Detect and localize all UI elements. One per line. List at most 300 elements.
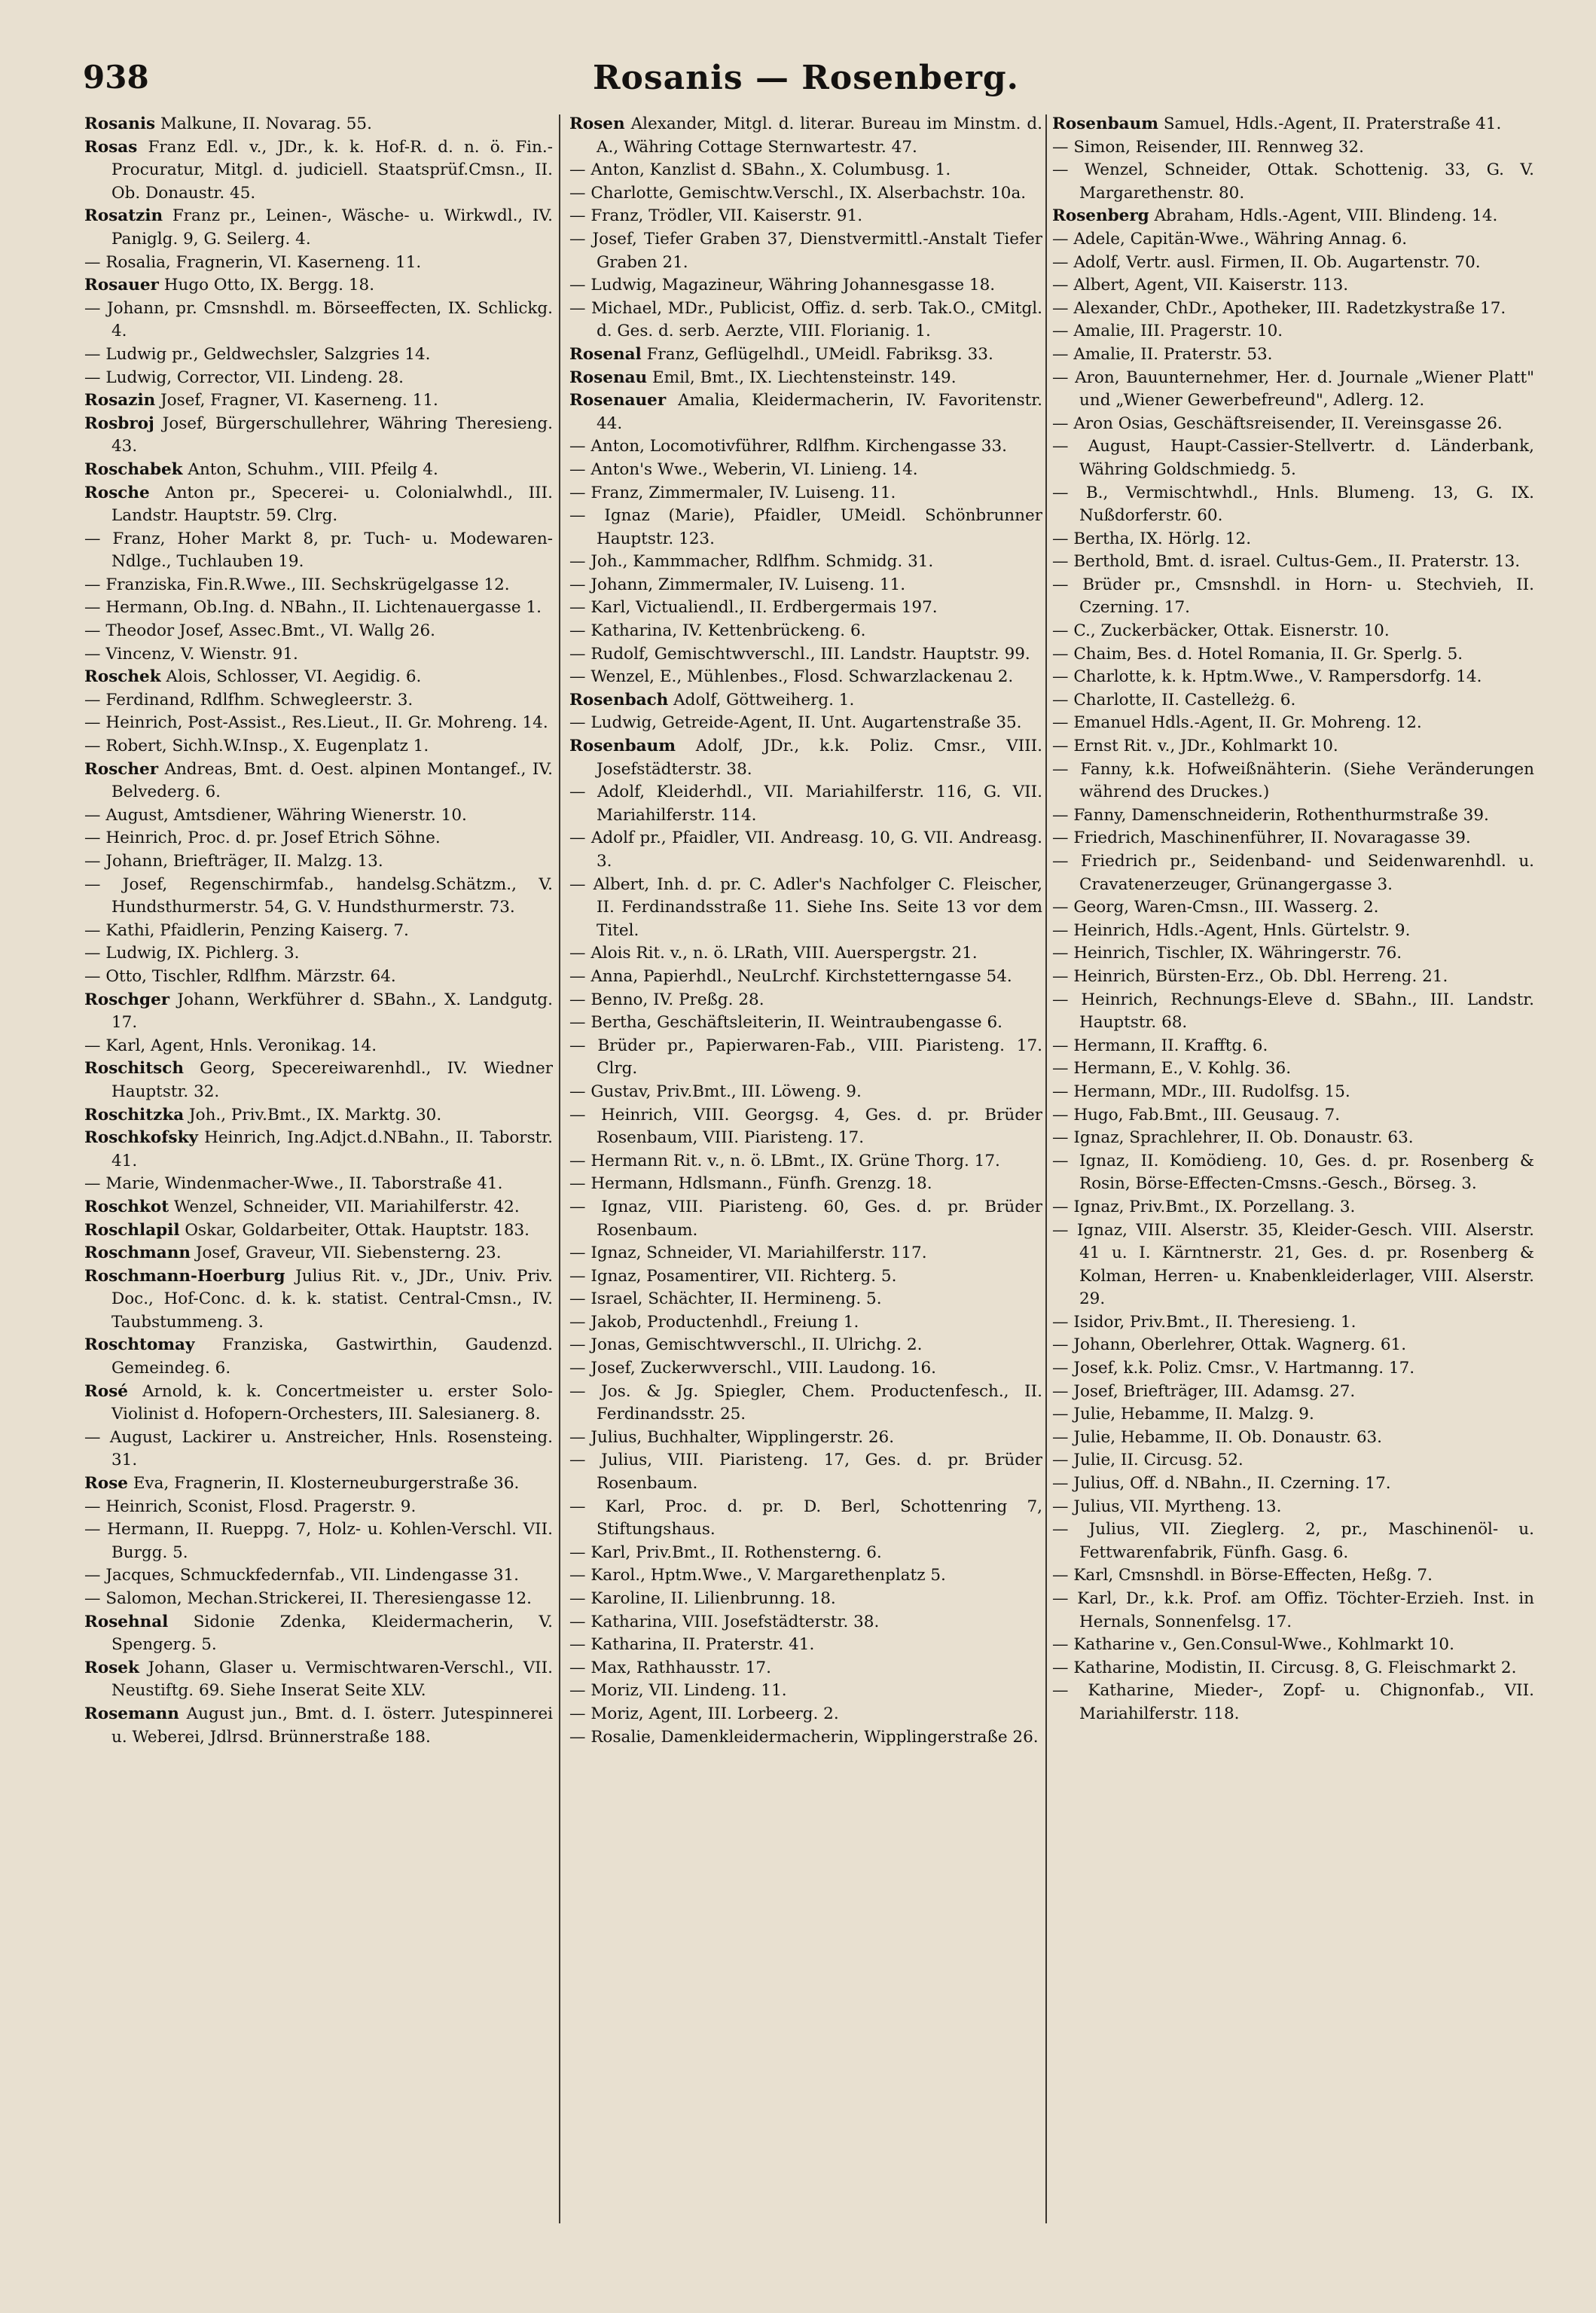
directory-entry: [569, 1680, 1042, 1703]
entry-text: — Julie, II. Circusg. 52.: [1052, 1451, 1244, 1470]
entry-text: — Wenzel, E., Mühlenbes., Flosd. Schwarzlackenau 2.: [569, 667, 1014, 687]
entry-text: — Hermann, II. Rueppg. 7, Holz- u. Kohlen-Verschl. VII. Burgg. 5.: [84, 1520, 553, 1562]
entry-text: — Gustav, Priv.Bmt., III. Löweng. 9.: [569, 1082, 862, 1101]
column-divider: [559, 114, 560, 2223]
entry-text: Georg, Specereiwarenhdl., IV. Wiedner Hauptstr. 32.: [111, 1059, 553, 1101]
directory-entry: [1052, 735, 1534, 758]
directory-entry: [1052, 758, 1534, 804]
entry-surname: Rosazin: [84, 391, 156, 410]
entry-text: — August, Amtsdiener, Währing Wienerstr. 10.: [84, 805, 467, 825]
directory-entry: [84, 413, 553, 459]
directory-entry: [569, 643, 1042, 667]
entry-text: — August, Haupt-Cassier-Stellvertr. d. Länderbank, Währing Goldschmiedg. 5.: [1052, 437, 1534, 479]
directory-entry: [1052, 482, 1534, 528]
directory-entry: [1052, 435, 1534, 481]
directory-entry: [84, 989, 553, 1035]
entry-text: — Moriz, VII. Lindeng. 11.: [569, 1681, 787, 1701]
entry-text: — Fanny, k.k. Hofweißnähterin. (Siehe Veränderungen während des Druckes.): [1052, 759, 1534, 802]
directory-entry: [569, 274, 1042, 298]
directory-entry: [569, 459, 1042, 482]
directory-entry: [84, 804, 553, 828]
entry-text: — Anton, Locomotivführer, Rdlfhm. Kirchengasse 33.: [569, 437, 1008, 456]
entry-text: — Joh., Kammmacher, Rdlfhm. Schmidg. 31.: [569, 552, 934, 572]
directory-entry: [1052, 252, 1534, 275]
entry-surname: Rosenberg: [1052, 206, 1149, 226]
entry-surname: Rosé: [84, 1381, 128, 1401]
directory-entry: [1052, 1196, 1534, 1219]
entry-text: — Amalie, II. Praterstr. 53.: [1052, 344, 1273, 364]
entry-text: — Hermann, MDr., III. Rudolfsg. 15.: [1052, 1082, 1350, 1101]
page-title: Rosanis — Rosenberg.: [592, 59, 1019, 97]
directory-entry: [84, 712, 553, 735]
directory-entry: [84, 1104, 553, 1128]
directory-entry: [569, 1611, 1042, 1634]
entry-surname: Roschkot: [84, 1197, 169, 1216]
entry-surname: Roschmann: [84, 1243, 191, 1263]
directory-entry: [1052, 942, 1534, 966]
entry-text: — Josef, k.k. Poliz. Cmsr., V. Hartmanng. 17.: [1052, 1359, 1415, 1378]
directory-entry: [1052, 1657, 1534, 1680]
entry-text: — Franz, Trödler, VII. Kaiserstr. 91.: [569, 206, 863, 226]
entry-surname: Rosehnal: [84, 1612, 169, 1631]
directory-entry: [1052, 1518, 1534, 1564]
entry-text: — Heinrich, Bürsten-Erz., Ob. Dbl. Herreng. 21.: [1052, 966, 1448, 986]
directory-entry: [1052, 1357, 1534, 1381]
entry-text: — Ludwig pr., Geldwechsler, Salzgries 14.: [84, 344, 431, 364]
directory-entry: [1052, 1381, 1534, 1404]
entry-text: — Josef, Regenschirmfab., handelsg.Schätzm., V. Hundsthurmerstr. 54, G. V. Hundsthurmerstr. 73.: [84, 874, 553, 917]
entry-text: — Kathi, Pfaidlerin, Penzing Kaiserg. 7.: [84, 920, 409, 940]
directory-entry: [84, 1381, 553, 1427]
directory-entry: [569, 159, 1042, 182]
directory-entry: [84, 1219, 553, 1243]
entry-text: Samuel, Hdls.-Agent, II. Praterstraße 41.: [1163, 114, 1502, 133]
directory-entry: [1052, 1311, 1534, 1335]
entry-surname: Roschlapil: [84, 1220, 180, 1240]
directory-entry: [569, 597, 1042, 620]
entry-text: Sidonie Zdenka, Kleidermacherin, V. Spengerg. 5.: [111, 1612, 553, 1655]
entry-text: — Alexander, ChDr., Apotheker, III. Radetzkystraße 17.: [1052, 298, 1506, 318]
entry-text: — Heinrich, Tischler, IX. Währingerstr. 76.: [1052, 944, 1402, 963]
entry-surname: Roschmann-Hoerburg: [84, 1266, 285, 1286]
directory-entry: [569, 1357, 1042, 1381]
directory-entry: [1052, 643, 1534, 667]
directory-entry: [569, 113, 1042, 159]
entry-surname: Rosche: [84, 483, 150, 502]
directory-entry: [84, 1427, 553, 1472]
directory-entry: [84, 1173, 553, 1196]
directory-entry: [569, 574, 1042, 597]
directory-entry: [569, 298, 1042, 343]
entry-text: — Ludwig, Getreide-Agent, II. Unt. Augartenstraße 35.: [569, 713, 1022, 733]
entry-text: — Karl, Cmsnshdl. in Börse-Effecten, Heßg. 7.: [1052, 1566, 1433, 1585]
entry-text: Abraham, Hdls.-Agent, VIII. Blindeng. 14.: [1154, 206, 1498, 226]
directory-entry: [1052, 1496, 1534, 1519]
directory-entry: [1052, 1081, 1534, 1104]
entry-text: — Bertha, IX. Hörlg. 12.: [1052, 529, 1252, 548]
directory-entry: [1052, 1634, 1534, 1657]
entry-surname: Rose: [84, 1474, 128, 1494]
entry-text: — Julius, Buchhalter, Wipplingerstr. 26.: [569, 1427, 895, 1447]
directory-entry: [1052, 320, 1534, 343]
entry-text: — Anton's Wwe., Weberin, VI. Linieng. 14.: [569, 459, 918, 479]
directory-entry: [569, 689, 1042, 713]
directory-entry: [569, 620, 1042, 643]
entry-text: — Chaim, Bes. d. Hotel Romania, II. Gr. Sperlg. 5.: [1052, 644, 1463, 664]
entry-text: — Ernst Rit. v., JDr., Kohlmarkt 10.: [1052, 737, 1338, 756]
entry-text: Emil, Bmt., IX. Liechtensteinstr. 149.: [652, 368, 957, 387]
entry-text: — Benno, IV. Preßg. 28.: [569, 990, 764, 1009]
entry-text: — Karl, Agent, Hnls. Veronikag. 14.: [84, 1036, 377, 1055]
directory-entry: [1052, 413, 1534, 436]
directory-entry: [569, 1542, 1042, 1565]
directory-entry: [84, 482, 553, 528]
entry-text: — Jos. & Jg. Spiegler, Chem. Productenfesch., II. Ferdinandsstr. 25.: [569, 1381, 1042, 1424]
directory-entry: [1052, 551, 1534, 574]
directory-entry: [569, 343, 1042, 367]
directory-entry: [569, 1242, 1042, 1265]
directory-entry: [1052, 920, 1534, 943]
entry-text: Heinrich, Ing.Adjct.d.NBahn., II. Taborstr. 41.: [111, 1128, 553, 1170]
entry-text: Johann, Glaser u. Vermischtwaren-Verschl., VII. Neustiftg. 69. Siehe Inserat Seite XLV.: [111, 1658, 553, 1701]
entry-text: — Franz, Hoher Markt 8, pr. Tuch- u. Modewaren-Ndlge., Tuchlauben 19.: [84, 529, 553, 572]
entry-text: — Israel, Schächter, II. Hermineng. 5.: [569, 1289, 882, 1309]
entry-text: Arnold, k. k. Concertmeister u. erster Solo-Violinist d. Hofopern-Orchesters, III. Salesianerg. 8.: [111, 1381, 553, 1424]
directory-entry: [569, 482, 1042, 505]
entry-text: Franziska, Gastwirthin, Gaudenzd. Gemeindeg. 6.: [111, 1335, 553, 1378]
entry-text: — Katharine v., Gen.Consul-Wwe., Kohlmarkt 10.: [1052, 1635, 1454, 1655]
directory-entry: [84, 689, 553, 713]
directory-entry: [1052, 989, 1534, 1035]
entry-text: — Georg, Waren-Cmsn., III. Wasserg. 2.: [1052, 898, 1379, 917]
directory-entry: [569, 1657, 1042, 1680]
directory-entry: [1052, 689, 1534, 713]
directory-entry: [1052, 574, 1534, 620]
entry-text: — Moriz, Agent, III. Lorbeerg. 2.: [569, 1704, 839, 1723]
directory-entry: [84, 1611, 553, 1657]
directory-entry: [1052, 620, 1534, 643]
directory-entry: [1052, 804, 1534, 828]
entry-surname: Roschabek: [84, 459, 183, 479]
entry-text: — Heinrich, Sconist, Flosd. Pragerstr. 9.: [84, 1497, 417, 1516]
entry-text: — Julie, Hebamme, II. Malzg. 9.: [1052, 1405, 1314, 1424]
directory-entry: [1052, 896, 1534, 920]
directory-entry: [569, 735, 1042, 781]
directory-entry: [84, 620, 553, 643]
directory-entry: [569, 1012, 1042, 1035]
directory-entry: [569, 666, 1042, 689]
entry-text: — Ignaz, Priv.Bmt., IX. Porzellang. 3.: [1052, 1197, 1356, 1216]
entry-text: — Berthold, Bmt. d. israel. Cultus-Gem., II. Praterstr. 13.: [1052, 552, 1521, 572]
directory-entry: [569, 1104, 1042, 1150]
entry-text: Anton pr., Specerei- u. Colonialwhdl., III. Landstr. Hauptstr. 59. Clrg.: [111, 483, 553, 526]
entry-text: — Franziska, Fin.R.Wwe., III. Sechskrügelgasse 12.: [84, 575, 510, 594]
entry-text: — Heinrich, Hdls.-Agent, Hnls. Gürtelstr. 9.: [1052, 920, 1411, 940]
directory-entry: [569, 205, 1042, 228]
directory-entry: [84, 389, 553, 413]
entry-text: — Julius, VII. Zieglerg. 2, pr., Maschinenöl- u. Fettwarenfabrik, Fünfh. Gasg. 6.: [1052, 1520, 1534, 1562]
directory-entry: [569, 942, 1042, 966]
directory-entry: [84, 643, 553, 667]
directory-entry: [84, 1518, 553, 1564]
column-right: [1052, 113, 1534, 2297]
entry-text: — Vincenz, V. Wienstr. 91.: [84, 644, 298, 664]
directory-entry: [569, 1381, 1042, 1427]
directory-entry: [569, 1081, 1042, 1104]
entry-text: Malkune, II. Novarag. 55.: [160, 114, 372, 133]
entry-text: — Jacques, Schmuckfedernfab., VII. Lindengasse 31.: [84, 1566, 520, 1585]
directory-entry: [84, 966, 553, 989]
directory-entry: [84, 252, 553, 275]
entry-text: — Ignaz, Schneider, VI. Mariahilferstr. 117.: [569, 1243, 927, 1263]
entry-text: — Johann, Zimmermaler, IV. Luiseng. 11.: [569, 575, 906, 594]
directory-entry: [569, 874, 1042, 943]
directory-entry: [84, 205, 553, 251]
entry-text: Amalia, Kleidermacherin, IV. Favoritenstr. 44.: [597, 391, 1042, 433]
entry-text: — Julius, VII. Myrtheng. 13.: [1052, 1497, 1282, 1516]
entry-text: Franz Edl. v., JDr., k. k. Hof-R. d. n. ö. Fin.-Procuratur, Mitgl. d. judiciell. Staatsprüf.Cmsn., II. Ob. Donaustr. 45.: [111, 137, 553, 203]
entry-text: Wenzel, Schneider, VII. Mariahilferstr. 42.: [174, 1197, 520, 1216]
column-middle: [569, 113, 1042, 2297]
page-header: [83, 59, 1529, 104]
directory-entry: [84, 1334, 553, 1380]
entry-text: — Albert, Agent, VII. Kaiserstr. 113.: [1052, 276, 1349, 295]
directory-entry: [1052, 827, 1534, 850]
entry-text: — Josef, Briefträger, III. Adamsg. 27.: [1052, 1381, 1356, 1401]
entry-text: — Karl, Priv.Bmt., II. Rothensterng. 6.: [569, 1543, 882, 1562]
entry-text: Eva, Fragnerin, II. Klosterneuburgerstraße 36.: [133, 1474, 520, 1494]
directory-entry: [1052, 850, 1534, 896]
entry-text: Josef, Graveur, VII. Siebensterng. 23.: [195, 1243, 502, 1263]
entry-surname: Roschitzka: [84, 1105, 185, 1124]
entry-text: — Karl, Proc. d. pr. D. Berl, Schottenring 7, Stiftungshaus.: [569, 1497, 1042, 1539]
directory-entry: [1052, 228, 1534, 252]
entry-text: — Adele, Capitän-Wwe., Währing Annag. 6.: [1052, 229, 1408, 249]
entry-text: — Heinrich, Post-Assist., Res.Lieut., II. Gr. Mohreng. 14.: [84, 713, 548, 733]
entry-text: — Hermann, Hdlsmann., Fünfh. Grenzg. 18.: [569, 1174, 932, 1194]
entry-text: — C., Zuckerbäcker, Ottak. Eisnerstr. 10.: [1052, 621, 1390, 641]
entry-text: — Julie, Hebamme, II. Ob. Donaustr. 63.: [1052, 1427, 1383, 1447]
entry-surname: Rosas: [84, 137, 138, 157]
directory-entry: [569, 1334, 1042, 1357]
entry-text: Johann, Werkführer d. SBahn., X. Landgutg. 17.: [111, 990, 553, 1033]
directory-entry: [84, 459, 553, 482]
directory-entry: [569, 966, 1042, 989]
directory-entry: [569, 505, 1042, 551]
directory-entry: [569, 1150, 1042, 1173]
directory-entry: [84, 1703, 553, 1749]
entry-text: Alois, Schlosser, VI. Aegidig. 6.: [166, 667, 422, 687]
directory-entry: [569, 1703, 1042, 1726]
entry-text: — Emanuel Hdls.-Agent, II. Gr. Mohreng. 12.: [1052, 713, 1422, 733]
directory-entry: [1052, 298, 1534, 321]
page-number: 938: [83, 59, 149, 96]
entry-text: — Alois Rit. v., n. ö. LRath, VIII. Auerspergstr. 21.: [569, 944, 978, 963]
entry-text: Josef, Fragner, VI. Kaserneng. 11.: [160, 391, 438, 410]
directory-entry: [84, 1242, 553, 1265]
entry-surname: Rosenbaum: [569, 737, 676, 756]
entry-text: — Adolf pr., Pfaidler, VII. Andreasg. 10, G. VII. Andreasg. 3.: [569, 828, 1042, 871]
entry-surname: Rosenal: [569, 344, 642, 364]
entry-text: — Wenzel, Schneider, Ottak. Schottenig. 33, G. V. Margarethenstr. 80.: [1052, 160, 1534, 203]
directory-entry: [569, 1564, 1042, 1588]
entry-text: — Anton, Kanzlist d. SBahn., X. Columbusg. 1.: [569, 160, 951, 180]
entry-text: Hugo Otto, IX. Bergg. 18.: [163, 276, 375, 295]
directory-entry: [84, 1657, 553, 1703]
entry-surname: Roschek: [84, 667, 161, 687]
directory-entry: [569, 182, 1042, 206]
directory-entry: [569, 712, 1042, 735]
entry-text: — B., Vermischtwhdl., Hnls. Blumeng. 13, G. IX. Nußdorferstr. 60.: [1052, 483, 1534, 526]
entry-surname: Rosenauer: [569, 391, 667, 410]
entry-surname: Rosatzin: [84, 206, 163, 226]
entry-surname: Rosenbach: [569, 690, 669, 709]
entry-text: — Hermann Rit. v., n. ö. LBmt., IX. Grüne Thorg. 17.: [569, 1151, 1000, 1170]
entry-surname: Roschtomay: [84, 1335, 195, 1355]
directory-entry: [1052, 1057, 1534, 1081]
directory-entry: [569, 389, 1042, 435]
directory-entry: [1052, 1449, 1534, 1472]
entry-text: — Katharina, VIII. Josefstädterstr. 38.: [569, 1612, 880, 1631]
entry-text: — Ignaz (Marie), Pfaidler, UMeidl. Schönbrunner Hauptstr. 123.: [569, 506, 1042, 548]
entry-text: — Katharina, IV. Kettenbrückeng. 6.: [569, 621, 866, 641]
directory-entry: [1052, 274, 1534, 298]
directory-entry: [84, 1496, 553, 1519]
directory-entry: [569, 827, 1042, 873]
entry-text: — Rudolf, Gemischtwverschl., III. Landstr. Hauptstr. 99.: [569, 644, 1030, 664]
entry-text: — Ignaz, II. Komödieng. 10, Ges. d. pr. Rosenberg & Rosin, Börse-Effecten-Cmsns.-Gesch., Börseg. 3.: [1052, 1151, 1534, 1194]
entry-text: — Bertha, Geschäftsleiterin, II. Weintraubengasse 6.: [569, 1013, 1002, 1033]
entry-text: Andreas, Bmt. d. Oest. alpinen Montangef., IV. Belvederg. 6.: [111, 759, 553, 802]
directory-entry: [84, 1265, 553, 1335]
directory-entry: [1052, 1564, 1534, 1588]
entry-text: — Heinrich, Proc. d. pr. Josef Etrich Söhne.: [84, 828, 441, 848]
directory-entry: [1052, 1427, 1534, 1450]
entry-surname: Rosek: [84, 1658, 139, 1677]
directory-entry: [569, 1035, 1042, 1081]
entry-text: — Rosalie, Damenkleidermacherin, Wipplingerstraße 26.: [569, 1727, 1039, 1747]
directory-entry: [1052, 1472, 1534, 1496]
directory-entry: [84, 343, 553, 367]
directory-entry: [84, 274, 553, 298]
entry-text: — Jonas, Gemischtwverschl., II. Ulrichg. 2.: [569, 1335, 923, 1355]
entry-text: — Hermann, II. Krafftg. 6.: [1052, 1036, 1268, 1055]
directory-entry: [1052, 159, 1534, 205]
entry-text: — Jakob, Productenhdl., Freiung 1.: [569, 1312, 859, 1332]
directory-entry: [84, 298, 553, 343]
entry-text: — Adolf, Kleiderhdl., VII. Mariahilferstr. 116, G. VII. Mariahilferstr. 114.: [569, 783, 1042, 825]
directory-entry: [84, 874, 553, 920]
entry-text: — Ludwig, IX. Pichlerg. 3.: [84, 944, 300, 963]
entry-surname: Roschitsch: [84, 1059, 184, 1079]
entry-text: Alexander, Mitgl. d. literar. Bureau im Minstm. d. A., Währing Cottage Sternwartestr. 47.: [597, 114, 1042, 157]
entry-text: — Salomon, Mechan.Strickerei, II. Theresiengasse 12.: [84, 1589, 532, 1608]
entry-text: — Robert, Sichh.W.Insp., X. Eugenplatz 1.: [84, 737, 429, 756]
directory-entry: [569, 435, 1042, 459]
directory-entry: [84, 1127, 553, 1173]
entry-surname: Roschger: [84, 990, 170, 1009]
entry-text: — Max, Rathhausstr. 17.: [569, 1658, 771, 1677]
directory-entry: [569, 367, 1042, 390]
directory-entry: [84, 528, 553, 574]
directory-entry: [84, 1472, 553, 1496]
entry-text: — Albert, Inh. d. pr. C. Adler's Nachfolger C. Fleischer, II. Ferdinandsstraße 11. Siehe Ins. Seite 13 vor dem Titel.: [569, 874, 1042, 940]
entry-text: — Ignaz, VIII. Piaristeng. 60, Ges. d. pr. Brüder Rosenbaum.: [569, 1197, 1042, 1240]
directory-entry: [84, 574, 553, 597]
directory-entry: [569, 781, 1042, 827]
entry-text: — Simon, Reisender, III. Rennweg 32.: [1052, 137, 1364, 157]
directory-entry: [1052, 343, 1534, 367]
directory-entry: [84, 1035, 553, 1058]
entry-text: August jun., Bmt. d. I. österr. Jutespinnerei u. Weberei, Jdlrsd. Brünnerstraße 188.: [111, 1704, 553, 1747]
directory-entry: [1052, 1219, 1534, 1311]
entry-text: — Otto, Tischler, Rdlfhm. Märzstr. 64.: [84, 966, 396, 986]
directory-entry: [569, 989, 1042, 1012]
column-divider: [1045, 114, 1047, 2223]
entry-text: — Karl, Dr., k.k. Prof. am Offiz. Töchter-Erzieh. Inst. in Hernals, Sonnenfelsg. 17.: [1052, 1589, 1534, 1631]
entry-text: — Hermann, Ob.Ing. d. NBahn., II. Lichtenauergasse 1.: [84, 598, 542, 618]
directory-entry: [84, 1057, 553, 1103]
directory-entry: [84, 920, 553, 943]
entry-text: — Hermann, E., V. Kohlg. 36.: [1052, 1059, 1292, 1079]
entry-text: — Katharina, II. Praterstr. 41.: [569, 1635, 815, 1655]
entry-text: — Adolf, Vertr. ausl. Firmen, II. Ob. Augartenstr. 70.: [1052, 252, 1481, 272]
directory-entry: [1052, 1680, 1534, 1726]
directory-entry: [1052, 1403, 1534, 1427]
entry-surname: Roschkofsky: [84, 1128, 199, 1148]
entry-text: Adolf, JDr., k.k. Poliz. Cmsr., VIII. Josefstädterstr. 38.: [597, 737, 1042, 779]
entry-text: — Ignaz, Posamentirer, VII. Richterg. 5.: [569, 1266, 897, 1286]
directory-entry: [84, 1588, 553, 1611]
directory-entry: [84, 827, 553, 850]
directory-entry: [569, 1588, 1042, 1611]
entry-text: — Josef, Tiefer Graben 37, Dienstvermittl.-Anstalt Tiefer Graben 21.: [569, 229, 1042, 272]
directory-entry: [84, 735, 553, 758]
entry-text: Franz, Geflügelhdl., UMeidl. Fabriksg. 33.: [646, 344, 993, 364]
directory-entry: [84, 666, 553, 689]
entry-text: — Friedrich pr., Seidenband- und Seidenwarenhdl. u. Cravatenerzeuger, Grünangergasse 3.: [1052, 852, 1534, 894]
entry-text: — Anna, Papierhdl., NeuLrchf. Kirchstetterngasse 54.: [569, 966, 1012, 986]
directory-entry: [569, 1196, 1042, 1242]
directory-entry: [1052, 1588, 1534, 1634]
entry-text: — Josef, Zuckerwverschl., VIII. Laudong. 16.: [569, 1359, 937, 1378]
directory-entry: [84, 758, 553, 804]
entry-text: Adolf, Göttweiherg. 1.: [673, 690, 855, 709]
directory-entry: [1052, 1104, 1534, 1128]
directory-entry: [84, 850, 553, 874]
entry-text: — Johann, Briefträger, II. Malzg. 13.: [84, 852, 383, 871]
directory-entry: [569, 1288, 1042, 1311]
entry-text: Josef, Bürgerschullehrer, Währing Theresieng. 43.: [111, 413, 553, 456]
directory-entry: [1052, 966, 1534, 989]
entry-text: — Ignaz, Sprachlehrer, II. Ob. Donaustr. 63.: [1052, 1128, 1414, 1148]
entry-surname: Rosanis: [84, 114, 156, 133]
entry-text: — Fanny, Damenschneiderin, Rothenthurmstraße 39.: [1052, 805, 1489, 825]
directory-entry: [84, 136, 553, 206]
directory-entry: [569, 1265, 1042, 1289]
entry-surname: Rosbroj: [84, 413, 154, 433]
directory-entry: [84, 1196, 553, 1219]
entry-surname: Rosenau: [569, 368, 648, 387]
directory-entry: [84, 597, 553, 620]
entry-surname: Rosen: [569, 114, 625, 133]
entry-text: — Ludwig, Corrector, VII. Lindeng. 28.: [84, 368, 404, 387]
directory-entry: [569, 551, 1042, 574]
entry-text: — Aron, Bauunternehmer, Her. d. Journale „Wiener Platt" und „Wiener Gewerbefreund", Adlerg. 12.: [1052, 368, 1534, 410]
entry-text: — Julius, VIII. Piaristeng. 17, Ges. d. pr. Brüder Rosenbaum.: [569, 1451, 1042, 1494]
entry-surname: Rosemann: [84, 1704, 179, 1723]
directory-entry: [1052, 666, 1534, 689]
